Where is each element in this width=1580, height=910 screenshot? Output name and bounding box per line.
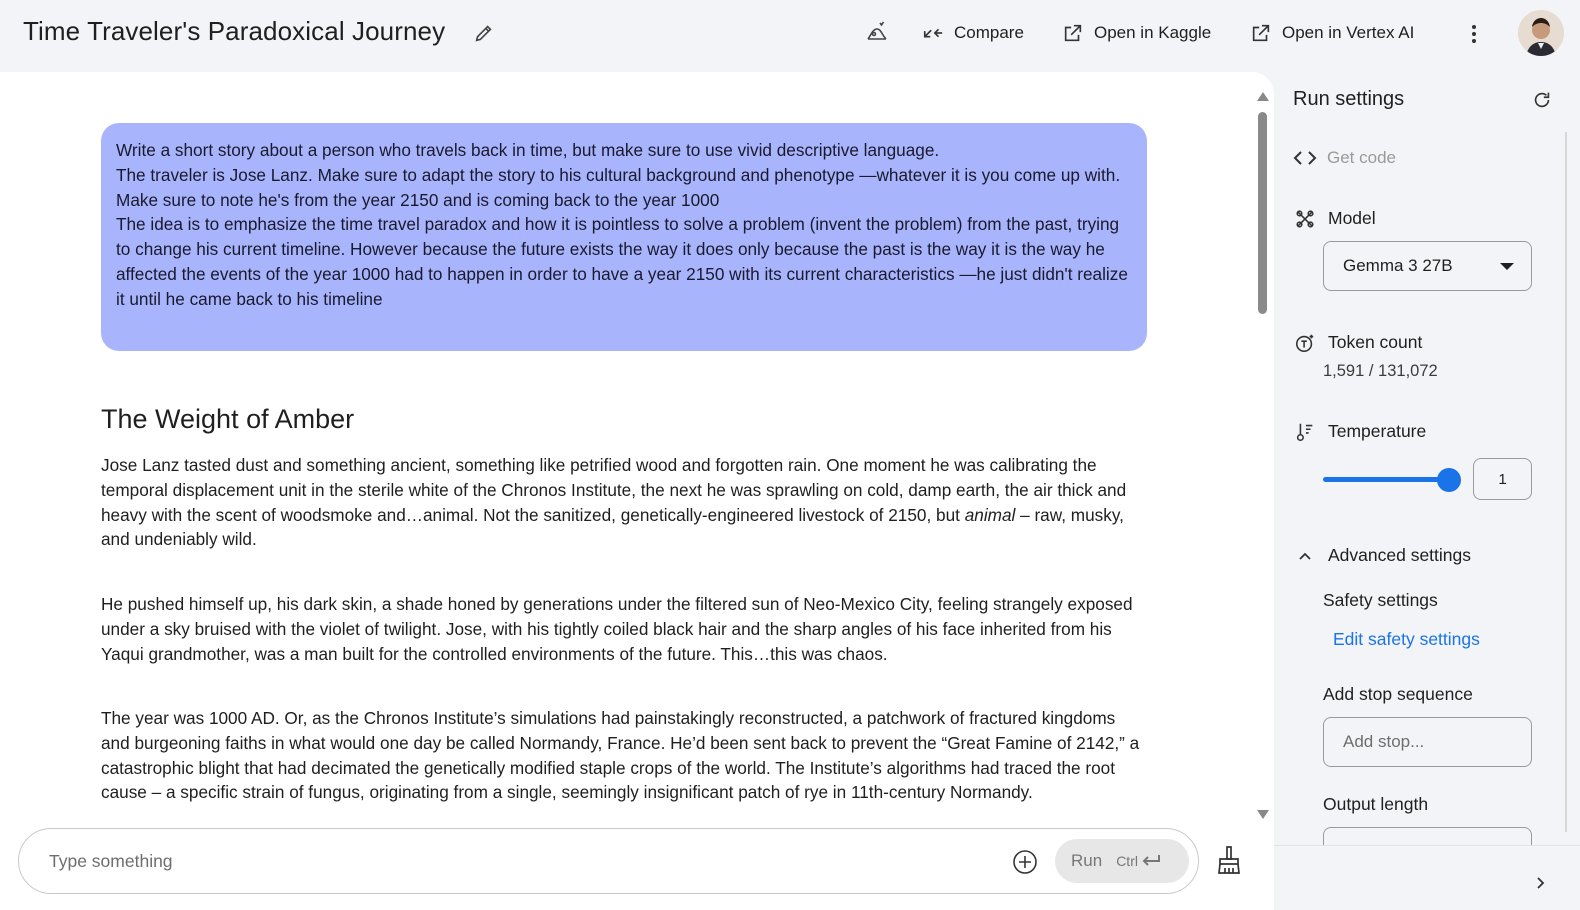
reset-icon[interactable]	[1531, 89, 1553, 111]
stop-sequence-label: Add stop sequence	[1323, 684, 1473, 704]
emphasis-text: animal	[964, 504, 1016, 525]
temperature-slider-thumb[interactable]	[1437, 468, 1461, 492]
chevron-right-icon[interactable]	[1534, 876, 1546, 890]
clear-broom-icon[interactable]	[1215, 845, 1243, 875]
model-value: Gemma 3 27B	[1343, 256, 1453, 275]
external-link-icon	[1062, 22, 1084, 44]
response-paragraph	[101, 453, 1141, 552]
prompt-input[interactable]	[49, 847, 949, 875]
token-count-value: 1,591 / 131,072	[1323, 362, 1438, 380]
model-label: Model	[1328, 208, 1376, 228]
user-avatar[interactable]	[1518, 10, 1564, 56]
get-code-label: Get code	[1327, 148, 1396, 167]
external-link-icon	[1250, 22, 1272, 44]
prompt-composer	[18, 828, 1199, 894]
paragraph-text: Jose Lanz tasted dust and something ancient, something like petrified wood and forgotten rain. One moment he was calibrating the temporal displacement unit in the sterile white of the Chronos Institute, the next he was sprawling on cold, damp earth, the air thick and heavy with the scent of woodsmoke and…animal. Not the sanitized, genetically-engineered livestock of 2150, but	[101, 455, 1127, 525]
compare-button[interactable]	[922, 18, 1024, 48]
edit-safety-settings-link[interactable]: Edit safety settings	[1333, 629, 1480, 649]
settings-footer	[1274, 845, 1580, 910]
response-title: The Weight of Amber	[101, 404, 355, 434]
compare-spark-icon[interactable]	[864, 19, 890, 45]
stop-sequence-input[interactable]: Add stop...	[1323, 717, 1532, 767]
dropdown-caret-icon	[1500, 263, 1514, 270]
scrollbar-thumb[interactable]	[1258, 112, 1267, 314]
user-prompt-bubble[interactable]	[101, 123, 1147, 351]
temperature-slider-track[interactable]	[1323, 477, 1450, 482]
temperature-input[interactable]: 1	[1473, 458, 1532, 500]
shortcut-label: Ctrl	[1116, 853, 1138, 869]
prompt-title: Time Traveler's Paradoxical Journey	[23, 16, 446, 46]
token-icon	[1294, 332, 1316, 354]
enter-key-icon	[1141, 854, 1161, 868]
prompt-line: Write a short story about a person who travels back in time, but make sure to use vivid descriptive language.	[116, 140, 940, 160]
run-button[interactable]	[1055, 839, 1189, 883]
advanced-settings-label: Advanced settings	[1328, 545, 1472, 565]
open-in-vertex-label: Open in Vertex AI	[1282, 23, 1415, 42]
open-in-kaggle-button[interactable]	[1062, 18, 1211, 48]
scroll-down-arrow[interactable]	[1257, 810, 1269, 819]
run-settings-title: Run settings	[1293, 88, 1405, 110]
prompt-line: The traveler is Jose Lanz. Make sure to adapt the story to his cultural background and phenotype —whatever it is you come up with.	[116, 164, 1121, 185]
compare-arrows-icon	[922, 22, 944, 44]
prompt-line: Make sure to note he's from the year 2150 and is coming back to the year 1000	[116, 189, 720, 210]
run-label: Run	[1071, 851, 1103, 870]
token-count-label: Token count	[1328, 332, 1423, 352]
paragraph-text: – raw, musky, and undeniably wild.	[101, 504, 1124, 550]
prompt-line: The idea is to emphasize the time travel paradox and how it is pointless to solve a problem (invent the problem) from the past, trying to change his current timeline. However because the future exists the way it does only because the past is the way it is the way he affected the events of the year 1000 had to happen in order to have a year 2150 with its current characteristics —he just didn't realize it until he came back to his timeline	[116, 214, 1128, 309]
code-icon	[1293, 148, 1317, 168]
open-in-vertex-button[interactable]	[1250, 18, 1414, 48]
shortcut-hint	[1116, 853, 1161, 869]
add-circle-icon[interactable]	[1012, 849, 1038, 875]
scroll-up-arrow[interactable]	[1257, 92, 1269, 101]
response-paragraph: The year was 1000 AD. Or, as the Chronos Institute’s simulations had painstakingly reconstructed, a patchwork of fractured kingdoms and burgeoning faiths in what would one day be called Normandy, France. He’d been sent back to prevent the “Great Famine of 2142,” a catastrophic blight that had decimated the genetically modified staple crops of the world. The Institute’s algorithms had traced the root cause – a specific strain of fungus, originating from a single, seemingly insignificant patch of rye in 11th-century Normandy.	[101, 708, 1140, 803]
open-in-kaggle-label: Open in Kaggle	[1094, 23, 1212, 42]
compare-label: Compare	[954, 23, 1024, 42]
get-code-button[interactable]	[1293, 148, 1396, 168]
chevron-up-icon	[1298, 551, 1312, 561]
top-bar	[0, 0, 1580, 68]
output-length-label: Output length	[1323, 794, 1429, 814]
run-settings-panel	[1274, 72, 1580, 910]
temperature-label: Temperature	[1328, 421, 1427, 441]
thermometer-icon	[1294, 421, 1316, 443]
model-icon	[1294, 208, 1316, 230]
panel-scroll-edge	[1563, 132, 1567, 832]
model-select[interactable]	[1323, 241, 1532, 291]
chat-panel	[0, 72, 1274, 910]
response-paragraph: He pushed himself up, his dark skin, a shade honed by generations under the filtered sun of Neo-Mexico City, feeling strangely exposed under a sky bruised with the violet of twilight. Jose, with his tightly coiled black hair and the sharp angles of his face inherited from his Yaqui grandmother, was a man built for the controlled environments of the future. This…this was chaos.	[101, 594, 1133, 664]
advanced-settings-toggle[interactable]	[1298, 545, 1471, 566]
pencil-edit-icon[interactable]	[473, 22, 495, 44]
more-vert-icon[interactable]	[1463, 22, 1485, 46]
safety-settings-label: Safety settings	[1323, 590, 1438, 610]
